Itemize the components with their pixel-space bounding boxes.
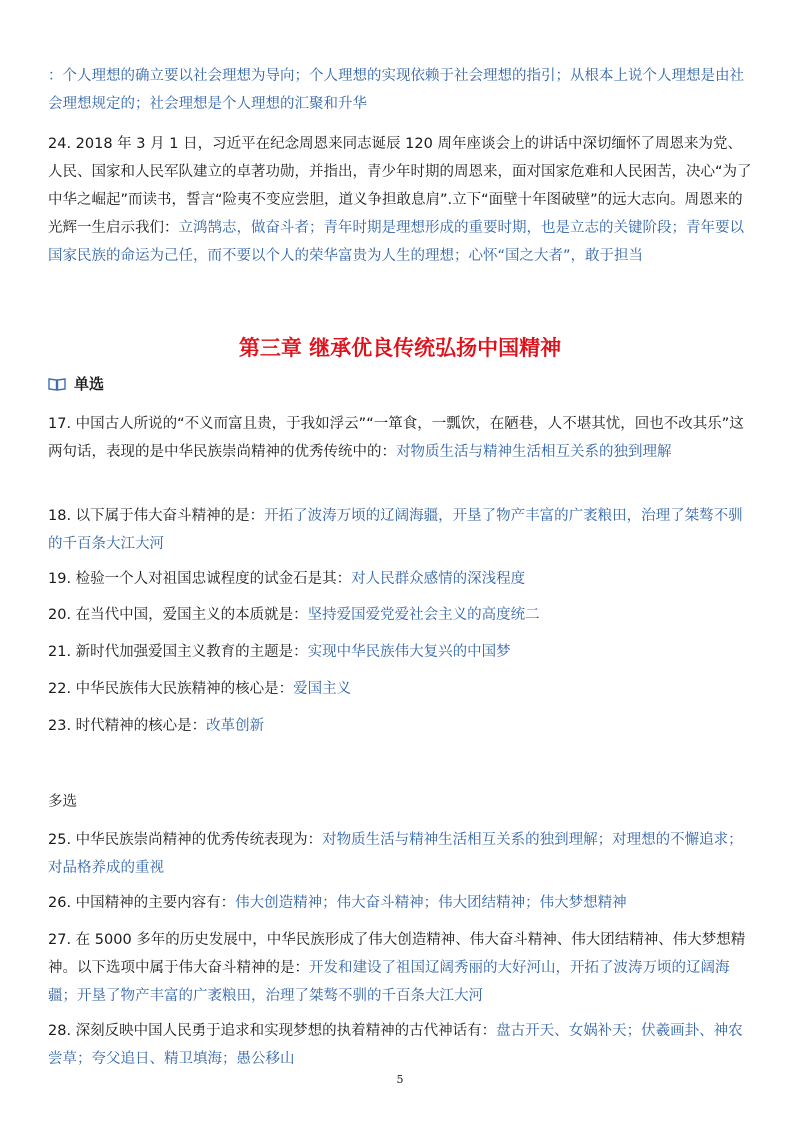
question-20 bbox=[48, 601, 754, 629]
question-18 bbox=[48, 502, 754, 558]
answer-text: 盘古开天、女娲补天；伏羲画卦、神农尝草；夸父追日、精卫填海；愚公移山 bbox=[48, 1023, 743, 1067]
answer-text: 实现中华民族伟大复兴的中国梦 bbox=[307, 644, 511, 660]
question-text: 26. 中国精神的主要内容有： bbox=[48, 895, 236, 911]
answer-text: 对人民群众感情的深浅程度 bbox=[351, 571, 526, 587]
answer-text: ：个人理想的确立要以社会理想为导向；个人理想的实现依赖于社会理想的指引；从根本上说个人理想是由社会理想规定的；社会理想是个人理想的汇聚和升华 bbox=[48, 68, 744, 112]
question-text: 22. 中华民族伟大民族精神的核心是： bbox=[48, 681, 294, 697]
question-23 bbox=[48, 712, 754, 740]
answer-text: 对物质生活与精神生活相互关系的独到理解 bbox=[396, 444, 672, 460]
chapter-title: 第三章 继承优良传统弘扬中国精神 bbox=[238, 336, 562, 360]
answer-text: 坚持爱国爱党爱社会主义的高度统二 bbox=[307, 607, 540, 623]
question-25 bbox=[48, 826, 754, 882]
question-21 bbox=[48, 638, 754, 666]
section-label: 单选 bbox=[74, 375, 105, 393]
book-icon bbox=[48, 377, 66, 391]
question-19 bbox=[48, 565, 754, 593]
question-text: 28. 深刻反映中国人民勇于追求和实现梦想的执着精神的古代神话有： bbox=[48, 1023, 497, 1039]
answer-text: 伟大创造精神；伟大奋斗精神；伟大团结精神；伟大梦想精神 bbox=[235, 895, 627, 911]
question-22 bbox=[48, 675, 754, 703]
question-text: 21. 新时代加强爱国主义教育的主题是： bbox=[48, 644, 308, 660]
answer-text: 开拓了波涛万顷的辽阔海疆，开垦了物产丰富的广袤粮田，治理了桀骜不驯的千百条大江大河 bbox=[48, 508, 743, 552]
answer-text: 爱国主义 bbox=[293, 681, 352, 697]
question-17 bbox=[48, 410, 754, 466]
question-text: 27. 在 5000 多年的历史发展中，中华民族形成了伟大创造精神、伟大奋斗精神、伟大团结精神、伟大梦想精神。以下选项中属于伟大奋斗精神的是： bbox=[48, 932, 746, 976]
question-text: 23. 时代精神的核心是： bbox=[48, 718, 207, 734]
question-text: 17. 中国古人所说的“不义而富且贵，于我如浮云”“一箪食，一瓢饮，在陋巷，人不堪其忧，回也不改其乐”这两句话，表现的是中华民族崇尚精神的优秀传统中的： bbox=[48, 416, 744, 460]
question-26 bbox=[48, 889, 754, 917]
question-28 bbox=[48, 1017, 754, 1073]
question-text: 25. 中华民族崇尚精神的优秀传统表现为： bbox=[48, 832, 323, 848]
question-24 bbox=[48, 130, 754, 270]
answer-text: 改革创新 bbox=[206, 718, 265, 734]
question-text: 19. 检验一个人对祖国忠诚程度的试金石是其： bbox=[48, 571, 352, 587]
multiple-choice-heading: 多选 bbox=[48, 794, 77, 810]
answer-text: 开发和建设了祖国辽阔秀丽的大好河山，开拓了波涛万顷的辽阔海疆；开垦了物产丰富的广袤粮田，治理了桀骜不驯的千百条大江大河 bbox=[48, 960, 730, 1004]
question-text: 24. 2018 年 3 月 1 日，习近平在纪念周恩来同志诞辰 120 周年座谈会上的讲话中深切缅怀了周恩来为党、人民、国家和人民军队建立的卓著功勋，并指出，青少年时期的周恩来，面对国家危难和人民困苦，决心“为了中华之崛起”而读书，誓言“险夷不变应尝胆，道义争担敢息肩”.立下“面壁十年图破壁”的远大志向。周恩来的光辉一生启示我们： bbox=[48, 136, 752, 236]
answer-text: 对物质生活与精神生活相互关系的独到理解；对理想的不懈追求；对品格养成的重视 bbox=[48, 832, 743, 876]
question-text: 20. 在当代中国，爱国主义的本质就是： bbox=[48, 607, 308, 623]
continued-answer bbox=[48, 62, 754, 118]
page-number: 5 bbox=[396, 1073, 404, 1086]
question-text: 18. 以下属于伟大奋斗精神的是： bbox=[48, 508, 265, 524]
question-27 bbox=[48, 926, 754, 1010]
answer-text: 立鸿鹄志，做奋斗者；青年时期是理想形成的重要时期，也是立志的关键阶段；青年要以国家民族的命运为己任，而不要以个人的荣华富贵为人生的理想；心怀“国之大者”，敢于担当 bbox=[48, 220, 744, 264]
single-choice-heading bbox=[48, 372, 104, 396]
